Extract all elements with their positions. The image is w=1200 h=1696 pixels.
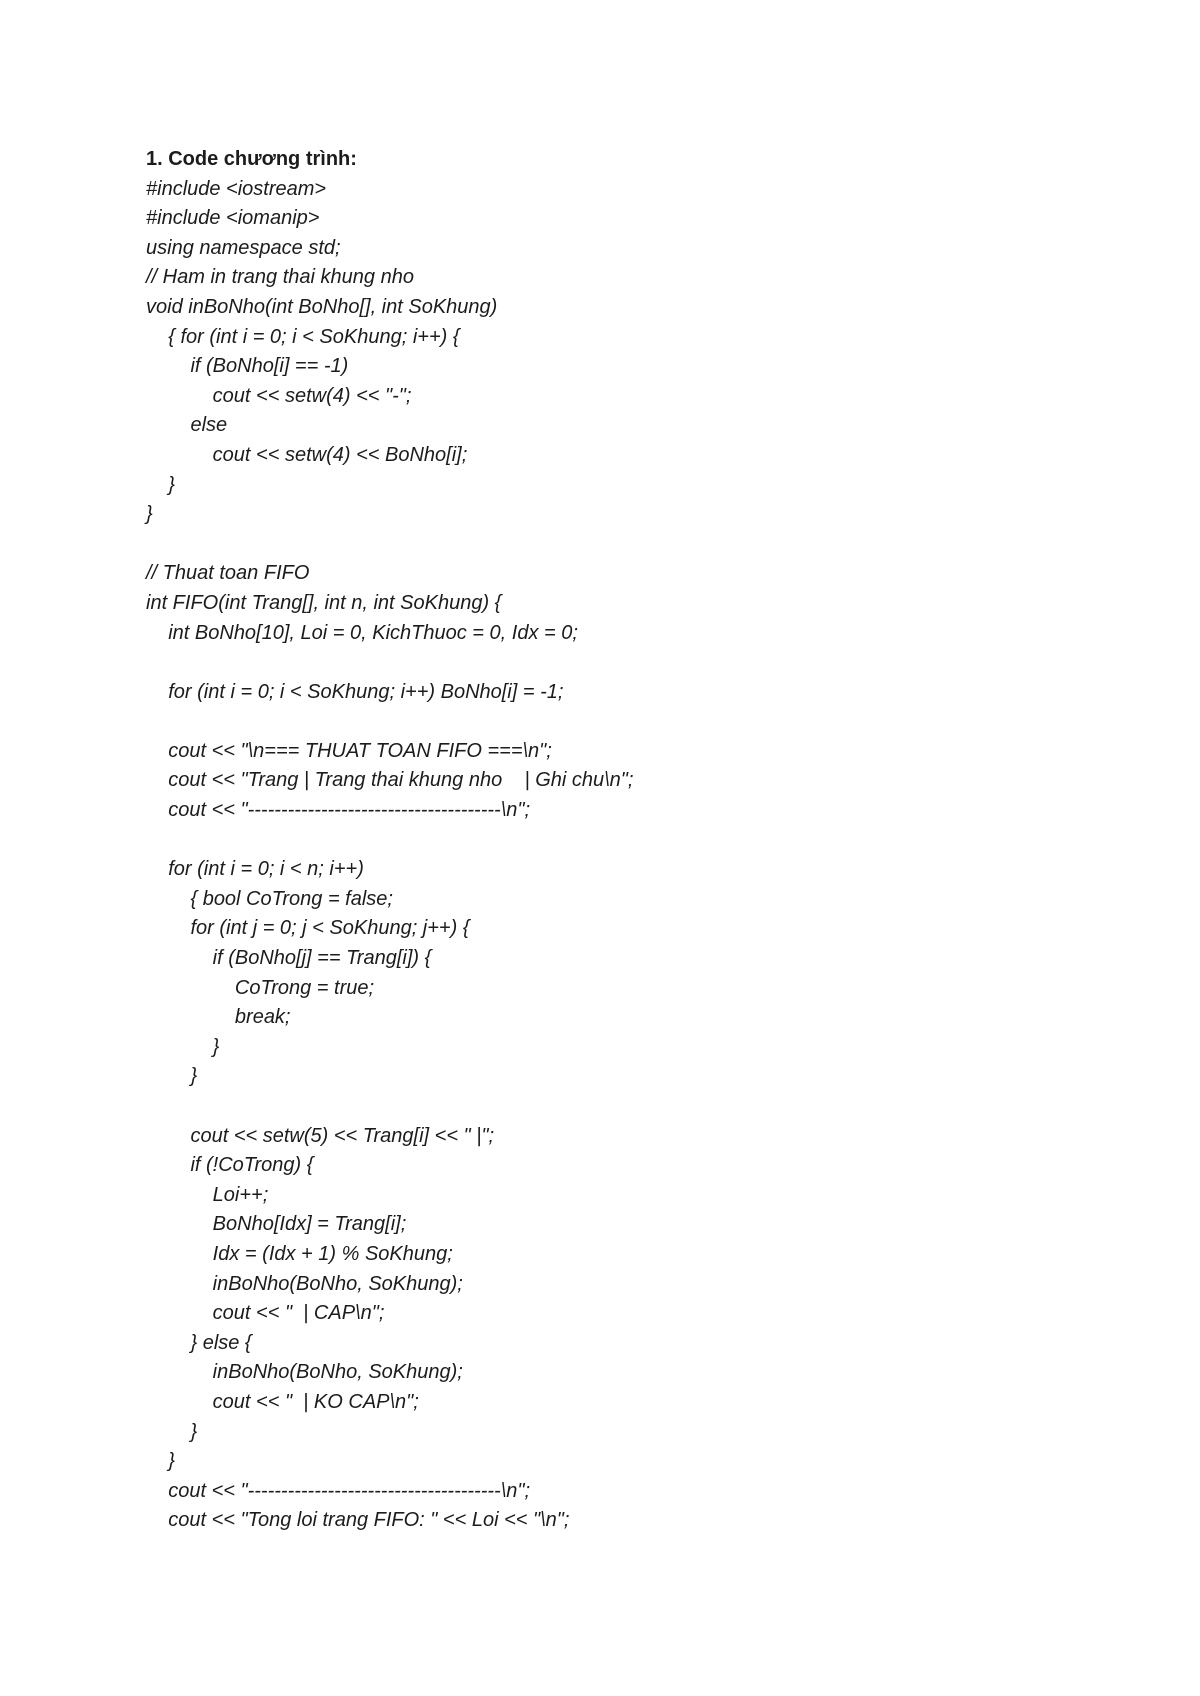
code-line: } xyxy=(146,473,175,496)
code-line: CoTrong = true; xyxy=(146,976,375,999)
code-line: using namespace std; xyxy=(146,236,341,259)
code-line: if (!CoTrong) { xyxy=(146,1154,314,1177)
code-line: } xyxy=(146,1450,175,1473)
code-line: } xyxy=(146,1035,220,1058)
code-line: } xyxy=(146,503,153,526)
code-line: BoNho[Idx] = Trang[i]; xyxy=(146,1213,407,1236)
code-line xyxy=(146,648,633,678)
code-line: int FIFO(int Trang[], int n, int SoKhung) { xyxy=(146,591,502,614)
code-line: } xyxy=(146,1420,198,1443)
code-line: { bool CoTrong = false; xyxy=(146,887,393,910)
code-line xyxy=(146,530,633,560)
code-line: #include <iomanip> xyxy=(146,207,320,230)
code-line: } xyxy=(146,1065,198,1088)
code-line: Idx = (Idx + 1) % SoKhung; xyxy=(146,1242,453,1265)
code-line: cout << "\n=== THUAT TOAN FIFO ===\n"; xyxy=(146,739,552,762)
code-line: int BoNho[10], Loi = 0, KichThuoc = 0, Idx = 0; xyxy=(146,621,578,644)
code-line: break; xyxy=(146,1006,291,1029)
code-line xyxy=(146,1092,633,1122)
code-line: for (int i = 0; i < SoKhung; i++) BoNho[i] = -1; xyxy=(146,680,564,703)
code-block xyxy=(146,175,633,1536)
code-line: if (BoNho[i] == -1) xyxy=(146,355,349,378)
code-line: // Ham in trang thai khung nho xyxy=(146,266,414,289)
code-line: cout << "Trang | Trang thai khung nho | Ghi chu\n"; xyxy=(146,769,634,792)
code-line: cout << "Tong loi trang FIFO: " << Loi << "\n"; xyxy=(146,1509,570,1532)
code-line: { for (int i = 0; i < SoKhung; i++) { xyxy=(146,325,460,348)
code-line: inBoNho(BoNho, SoKhung); xyxy=(146,1361,463,1384)
code-line: cout << setw(4) << "-"; xyxy=(146,384,412,407)
code-line xyxy=(146,826,633,856)
code-line: Loi++; xyxy=(146,1183,269,1206)
code-line: cout << " | CAP\n"; xyxy=(146,1302,385,1325)
code-line: if (BoNho[j] == Trang[i]) { xyxy=(146,947,432,970)
code-line: cout << " | KO CAP\n"; xyxy=(146,1390,419,1413)
code-line: for (int j = 0; j < SoKhung; j++) { xyxy=(146,917,470,940)
code-line: cout << setw(4) << BoNho[i]; xyxy=(146,443,468,466)
code-line: void inBoNho(int BoNho[], int SoKhung) xyxy=(146,295,498,318)
code-line: cout << "--------------------------------------\n"; xyxy=(146,799,531,822)
code-line: // Thuat toan FIFO xyxy=(146,562,310,585)
code-line: else xyxy=(146,414,228,437)
code-line: } else { xyxy=(146,1331,252,1354)
code-line: cout << setw(5) << Trang[i] << " |"; xyxy=(146,1124,495,1147)
code-line: cout << "--------------------------------------\n"; xyxy=(146,1479,531,1502)
code-line: inBoNho(BoNho, SoKhung); xyxy=(146,1272,463,1295)
section-heading: 1. Code chương trình: xyxy=(146,148,357,170)
code-line xyxy=(146,707,633,737)
code-line: for (int i = 0; i < n; i++) xyxy=(146,858,364,881)
code-line: #include <iostream> xyxy=(146,177,327,200)
